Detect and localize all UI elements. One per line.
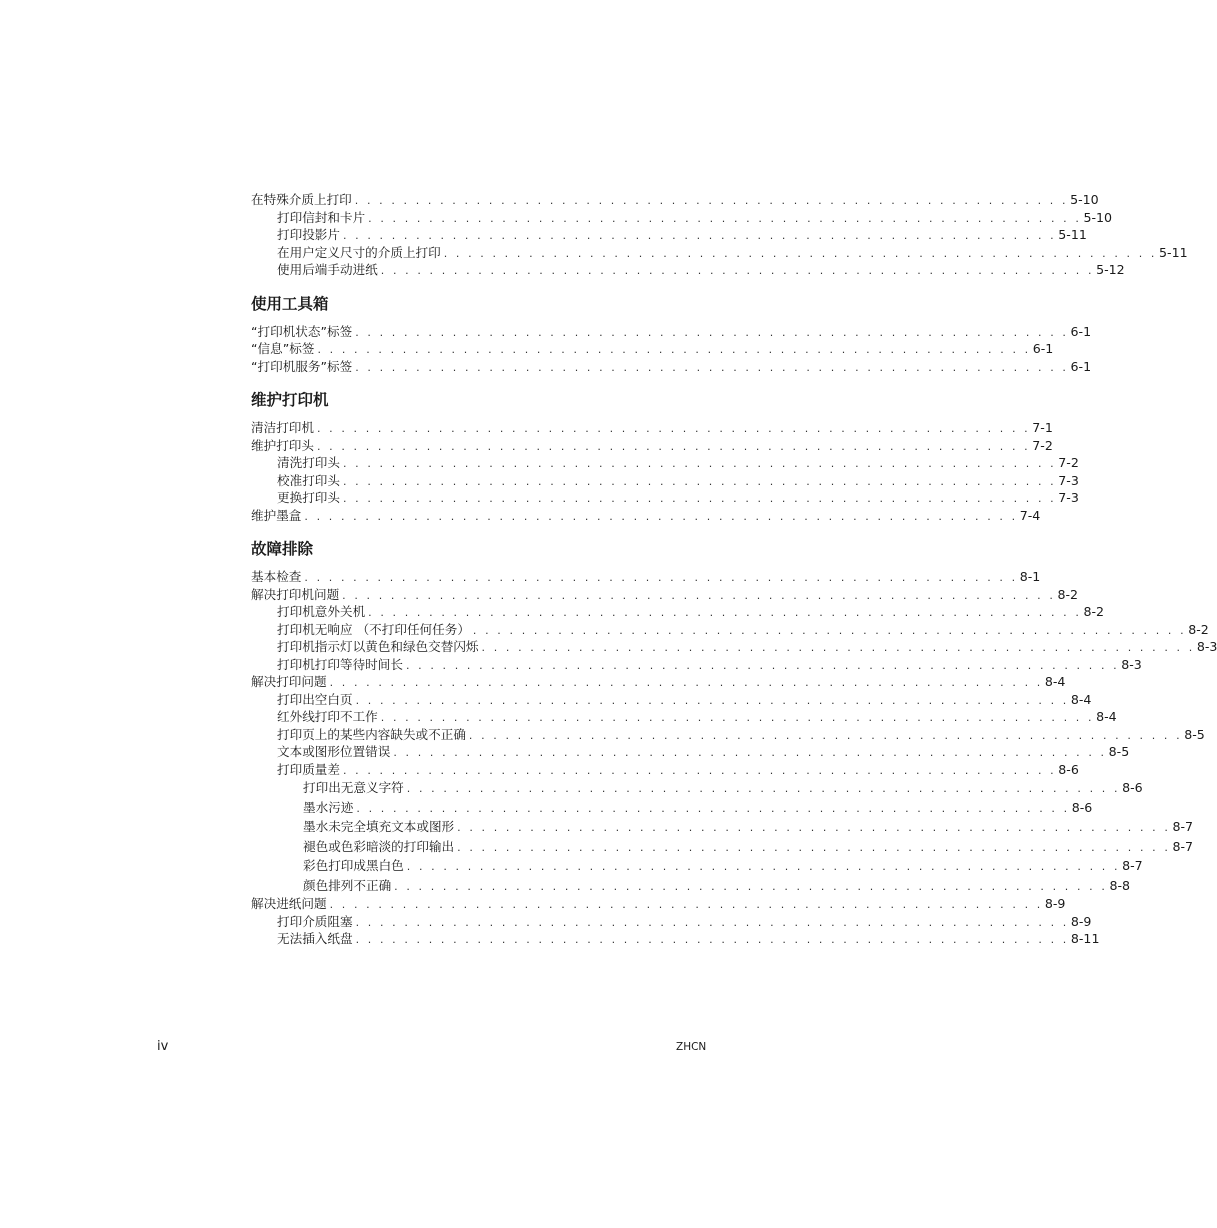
toc-entry-title: 更换打印头 bbox=[277, 490, 340, 505]
dot-leader: . . . . . . . . . . . . . . . . . . . . . . . . . . . . . . . . . . . . . . . . . . . . . . . . . . . . . . . . . . . bbox=[481, 641, 1195, 654]
toc-entry[interactable] bbox=[251, 437, 1053, 455]
toc-entry-title: 清洗打印头 bbox=[277, 455, 340, 470]
toc-entry-title: 打印介质阻塞 bbox=[277, 913, 353, 929]
toc-entry-title: 解决进纸问题 bbox=[251, 896, 327, 911]
toc-entry-page: 8-9 bbox=[1070, 913, 1092, 929]
toc-entry-page: 8-2 bbox=[1057, 586, 1079, 602]
toc-entry-title: 无法插入纸盘 bbox=[277, 931, 353, 946]
toc-entry-page: 5-10 bbox=[1083, 209, 1113, 225]
toc-entry[interactable] bbox=[251, 603, 1105, 621]
toc-entry-title: 基本检查 bbox=[251, 569, 302, 584]
toc-entry-title: 墨水未完全填充文本或图形 bbox=[303, 819, 455, 834]
dot-leader: . . . . . . . . . . . . . . . . . . . . . . . . . . . . . . . . . . . . . . . . . . . . . . . . . . . . . . . . . . . bbox=[355, 915, 1069, 929]
toc-section bbox=[251, 539, 1217, 948]
toc-entry-page: 7-3 bbox=[1058, 490, 1079, 505]
dot-leader: . . . . . . . . . . . . . . . . . . . . . . . . . . . . . . . . . . . . . . . . . . . . . . . . . . . . . . . . . . . bbox=[368, 606, 1082, 619]
dot-leader: . . . . . . . . . . . . . . . . . . . . . . . . . . . . . . . . . . . . . . . . . . . . . . . . . . . . . . . . . . . bbox=[472, 623, 1187, 637]
toc-entry[interactable] bbox=[251, 761, 1079, 779]
toc-entry-page: 5-11 bbox=[1058, 227, 1087, 242]
dot-leader: . . . . . . . . . . . . . . . . . . . . . . . . . . . . . . . . . . . . . . . . . . . . . . . . . . . . . . . . . . . bbox=[457, 821, 1171, 834]
toc-entry[interactable] bbox=[251, 656, 1142, 674]
toc-entry[interactable] bbox=[251, 856, 1143, 876]
toc-entry-page: 8-4 bbox=[1044, 674, 1066, 689]
toc-entry[interactable] bbox=[251, 691, 1092, 709]
toc-entry-title: 维护墨盒 bbox=[251, 507, 302, 523]
toc-entry-page: 8-8 bbox=[1109, 877, 1131, 893]
toc-entry-page: 5-11 bbox=[1159, 244, 1188, 260]
section-heading: 故障排除 bbox=[251, 540, 314, 558]
toc-entry-page: 7-2 bbox=[1058, 455, 1079, 470]
toc-entry[interactable] bbox=[251, 743, 1130, 761]
toc-entry-page: 7-3 bbox=[1058, 472, 1079, 488]
dot-leader: . . . . . . . . . . . . . . . . . . . . . . . . . . . . . . . . . . . . . . . . . . . . . . . . . . . . . . . . . . . bbox=[380, 711, 1095, 724]
toc-entry[interactable] bbox=[251, 876, 1131, 896]
toc-entry-page: 8-4 bbox=[1070, 691, 1092, 707]
dot-leader: . . . . . . . . . . . . . . . . . . . . . . . . . . . . . . . . . . . . . . . . . . . . . . . . . . . . . . . . . . . bbox=[393, 746, 1107, 759]
toc-entry-page: 8-3 bbox=[1196, 639, 1217, 654]
dot-leader: . . . . . . . . . . . . . . . . . . . . . . . . . . . . . . . . . . . . . . . . . . . . . . . . . . . . . . . . . . . bbox=[406, 782, 1121, 795]
toc-entry-title: “打印机服务”标签 bbox=[251, 358, 353, 374]
toc-entry-title: 解决打印问题 bbox=[251, 674, 327, 689]
toc-entry-title: 打印机无响应 （不打印任何任务） bbox=[277, 621, 470, 637]
dot-leader: . . . . . . . . . . . . . . . . . . . . . . . . . . . . . . . . . . . . . . . . . . . . . . . . . . . . . . . . . . . bbox=[468, 728, 1183, 742]
footer-language-code: ZHCN bbox=[676, 1041, 707, 1053]
dot-leader: . . . . . . . . . . . . . . . . . . . . . . . . . . . . . . . . . . . . . . . . . . . . . . . . . . . . . . . . . . . bbox=[304, 509, 1018, 523]
toc-section bbox=[251, 294, 1092, 376]
dot-leader: . . . . . . . . . . . . . . . . . . . . . . . . . . . . . . . . . . . . . . . . . . . . . . . . . . . . . . . . . . . bbox=[356, 801, 1070, 815]
toc-entry[interactable] bbox=[251, 708, 1117, 726]
toc-entry-title: 打印机意外关机 bbox=[277, 604, 366, 619]
toc-entry[interactable] bbox=[251, 726, 1205, 744]
toc-entry-page: 8-2 bbox=[1083, 604, 1105, 619]
toc-entry[interactable] bbox=[251, 489, 1079, 507]
toc-entry-page: 8-7 bbox=[1172, 819, 1194, 834]
toc-entry[interactable] bbox=[251, 454, 1079, 472]
toc-entry-page: 6-1 bbox=[1070, 323, 1092, 339]
toc-entry-title: 墨水污迹 bbox=[303, 799, 354, 815]
toc-entry-title: 维护打印头 bbox=[251, 437, 314, 453]
toc-entry-title: 校准打印头 bbox=[277, 472, 340, 488]
toc-entry-page: 7-4 bbox=[1019, 507, 1041, 523]
dot-leader: . . . . . . . . . . . . . . . . . . . . . . . . . . . . . . . . . . . . . . . . . . . . . . . . . . . . . . . . . . . bbox=[355, 933, 1069, 946]
toc-entry[interactable] bbox=[251, 191, 1099, 209]
toc-entry-page: 8-6 bbox=[1058, 761, 1079, 777]
toc-entry-title: 在用户定义尺寸的介质上打印 bbox=[277, 244, 441, 260]
dot-leader: . . . . . . . . . . . . . . . . . . . . . . . . . . . . . . . . . . . . . . . . . . . . . . . . . . . . . . . . . . . bbox=[329, 898, 1043, 911]
toc-entry[interactable] bbox=[251, 419, 1053, 437]
toc-entry[interactable] bbox=[251, 226, 1087, 244]
section-heading: 维护打印机 bbox=[251, 391, 329, 409]
toc-entry-title: “打印机状态”标签 bbox=[251, 323, 353, 339]
toc-entry-title: 打印页上的某些内容缺失或不正确 bbox=[277, 726, 466, 742]
toc-entry-title: 红外线打印不工作 bbox=[277, 709, 378, 724]
toc-entry[interactable] bbox=[251, 323, 1092, 341]
toc-section bbox=[251, 390, 1079, 524]
dot-leader: . . . . . . . . . . . . . . . . . . . . . . . . . . . . . . . . . . . . . . . . . . . . . . . . . . . . . . . . . . . bbox=[304, 571, 1018, 584]
toc-entry-title: 打印投影片 bbox=[277, 227, 340, 242]
dot-leader: . . . . . . . . . . . . . . . . . . . . . . . . . . . . . . . . . . . . . . . . . . . . . . . . . . . . . . . . . . . bbox=[355, 693, 1069, 707]
toc-entry[interactable] bbox=[251, 472, 1079, 490]
toc-entry[interactable] bbox=[251, 778, 1143, 798]
toc-entry-page: 8-7 bbox=[1172, 838, 1194, 854]
toc-entry-page: 8-1 bbox=[1019, 569, 1041, 584]
toc-entry-page: 6-1 bbox=[1070, 358, 1092, 374]
toc-entry[interactable] bbox=[251, 586, 1079, 604]
toc-entry-title: 在特殊介质上打印 bbox=[251, 192, 352, 207]
toc-entry-page: 8-11 bbox=[1070, 931, 1100, 946]
toc-entry-title: 打印信封和卡片 bbox=[277, 209, 366, 225]
toc-entry-page: 7-2 bbox=[1032, 437, 1053, 453]
toc-entry-page: 6-1 bbox=[1032, 341, 1054, 356]
toc-entry[interactable] bbox=[251, 358, 1092, 376]
toc-entry-page: 8-5 bbox=[1184, 726, 1205, 742]
toc-entry[interactable] bbox=[251, 913, 1092, 931]
toc-entry-title: 打印出空白页 bbox=[277, 691, 353, 707]
toc-entry[interactable] bbox=[251, 261, 1125, 279]
toc-entry[interactable] bbox=[251, 244, 1188, 262]
toc-entry-page: 8-9 bbox=[1044, 896, 1066, 911]
table-of-contents bbox=[251, 191, 1217, 948]
toc-entry[interactable] bbox=[251, 638, 1217, 656]
dot-leader: . . . . . . . . . . . . . . . . . . . . . . . . . . . . . . . . . . . . . . . . . . . . . . . . . . . . . . . . . . . bbox=[342, 474, 1057, 488]
toc-entry-page: 8-4 bbox=[1096, 709, 1117, 724]
toc-entry-title: 颜色排列不正确 bbox=[303, 877, 392, 893]
toc-entry-title: 打印机指示灯以黄色和绿色交替闪烁 bbox=[277, 639, 479, 654]
toc-entry[interactable] bbox=[251, 837, 1194, 857]
dot-leader: . . . . . . . . . . . . . . . . . . . . . . . . . . . . . . . . . . . . . . . . . . . . . . . . . . . . . . . . . . . bbox=[394, 879, 1108, 893]
toc-entry-page: 7-1 bbox=[1032, 420, 1053, 435]
dot-leader: . . . . . . . . . . . . . . . . . . . . . . . . . . . . . . . . . . . . . . . . . . . . . . . . . . . . . . . . . . . bbox=[329, 676, 1043, 689]
dot-leader: . . . . . . . . . . . . . . . . . . . . . . . . . . . . . . . . . . . . . . . . . . . . . . . . . . . . . . . . . . . bbox=[316, 439, 1031, 453]
toc-entry[interactable] bbox=[251, 817, 1194, 837]
toc-entry[interactable] bbox=[251, 507, 1041, 525]
dot-leader: . . . . . . . . . . . . . . . . . . . . . . . . . . . . . . . . . . . . . . . . . . . . . . . . . . . . . . . . . . . bbox=[316, 422, 1031, 435]
toc-entry[interactable] bbox=[251, 209, 1113, 227]
toc-section bbox=[251, 191, 1188, 279]
dot-leader: . . . . . . . . . . . . . . . . . . . . . . . . . . . . . . . . . . . . . . . . . . . . . . . . . . . . . . . . . . . bbox=[342, 763, 1057, 777]
toc-entry-title: 打印质量差 bbox=[277, 761, 340, 777]
dot-leader: . . . . . . . . . . . . . . . . . . . . . . . . . . . . . . . . . . . . . . . . . . . . . . . . . . . . . . . . . . . bbox=[342, 588, 1056, 602]
dot-leader: . . . . . . . . . . . . . . . . . . . . . . . . . . . . . . . . . . . . . . . . . . . . . . . . . . . . . . . . . . . bbox=[355, 325, 1069, 339]
section-heading: 使用工具箱 bbox=[251, 294, 329, 313]
toc-entry-page: 5-10 bbox=[1070, 192, 1099, 207]
toc-entry[interactable] bbox=[251, 568, 1041, 586]
toc-entry-title: 打印机打印等待时间长 bbox=[277, 656, 403, 672]
toc-entry[interactable] bbox=[251, 621, 1209, 639]
toc-entry[interactable] bbox=[251, 340, 1054, 358]
toc-entry-page: 8-2 bbox=[1188, 621, 1209, 637]
dot-leader: . . . . . . . . . . . . . . . . . . . . . . . . . . . . . . . . . . . . . . . . . . . . . . . . . . . . . . . . . . . bbox=[380, 264, 1095, 277]
toc-entry[interactable] bbox=[251, 673, 1066, 691]
dot-leader: . . . . . . . . . . . . . . . . . . . . . . . . . . . . . . . . . . . . . . . . . . . . . . . . . . . . . . . . . . . bbox=[355, 360, 1069, 374]
dot-leader: . . . . . . . . . . . . . . . . . . . . . . . . . . . . . . . . . . . . . . . . . . . . . . . . . . . . . . . . . . . bbox=[342, 229, 1057, 242]
footer-page-number: iv bbox=[157, 1039, 169, 1054]
toc-entry-page: 5-12 bbox=[1096, 262, 1125, 277]
toc-entry-title: 打印出无意义字符 bbox=[303, 780, 404, 795]
dot-leader: . . . . . . . . . . . . . . . . . . . . . . . . . . . . . . . . . . . . . . . . . . . . . . . . . . . . . . . . . . . bbox=[457, 840, 1171, 854]
dot-leader: . . . . . . . . . . . . . . . . . . . . . . . . . . . . . . . . . . . . . . . . . . . . . . . . . . . . . . . . . . . bbox=[342, 457, 1057, 470]
toc-entry-page: 8-6 bbox=[1122, 780, 1143, 795]
dot-leader: . . . . . . . . . . . . . . . . . . . . . . . . . . . . . . . . . . . . . . . . . . . . . . . . . . . . . . . . . . . bbox=[317, 343, 1031, 356]
toc-entry-title: 解决打印机问题 bbox=[251, 586, 340, 602]
dot-leader: . . . . . . . . . . . . . . . . . . . . . . . . . . . . . . . . . . . . . . . . . . . . . . . . . . . . . . . . . . . bbox=[406, 860, 1121, 873]
toc-entry-title: 文本或图形位置错误 bbox=[277, 744, 391, 759]
toc-entry[interactable] bbox=[251, 798, 1093, 818]
dot-leader: . . . . . . . . . . . . . . . . . . . . . . . . . . . . . . . . . . . . . . . . . . . . . . . . . . . . . . . . . . . bbox=[368, 211, 1082, 225]
toc-entry[interactable] bbox=[251, 895, 1066, 913]
toc-entry-page: 8-3 bbox=[1121, 656, 1142, 672]
toc-entry-title: 使用后端手动进纸 bbox=[277, 262, 378, 277]
toc-entry-page: 8-5 bbox=[1108, 744, 1130, 759]
toc-entry-title: 清洁打印机 bbox=[251, 420, 314, 435]
dot-leader: . . . . . . . . . . . . . . . . . . . . . . . . . . . . . . . . . . . . . . . . . . . . . . . . . . . . . . . . . . . bbox=[405, 658, 1120, 672]
toc-entry-title: 褪色或色彩暗淡的打印输出 bbox=[303, 838, 455, 854]
dot-leader: . . . . . . . . . . . . . . . . . . . . . . . . . . . . . . . . . . . . . . . . . . . . . . . . . . . . . . . . . . . bbox=[443, 246, 1158, 260]
toc-entry-title: 彩色打印成黑白色 bbox=[303, 858, 404, 873]
toc-entry-page: 8-6 bbox=[1071, 799, 1093, 815]
dot-leader: . . . . . . . . . . . . . . . . . . . . . . . . . . . . . . . . . . . . . . . . . . . . . . . . . . . . . . . . . . . bbox=[342, 492, 1057, 505]
dot-leader: . . . . . . . . . . . . . . . . . . . . . . . . . . . . . . . . . . . . . . . . . . . . . . . . . . . . . . . . . . . bbox=[354, 194, 1069, 207]
toc-entry-title: “信息”标签 bbox=[251, 341, 315, 356]
toc-entry-page: 8-7 bbox=[1122, 858, 1143, 873]
toc-entry[interactable] bbox=[251, 930, 1100, 948]
